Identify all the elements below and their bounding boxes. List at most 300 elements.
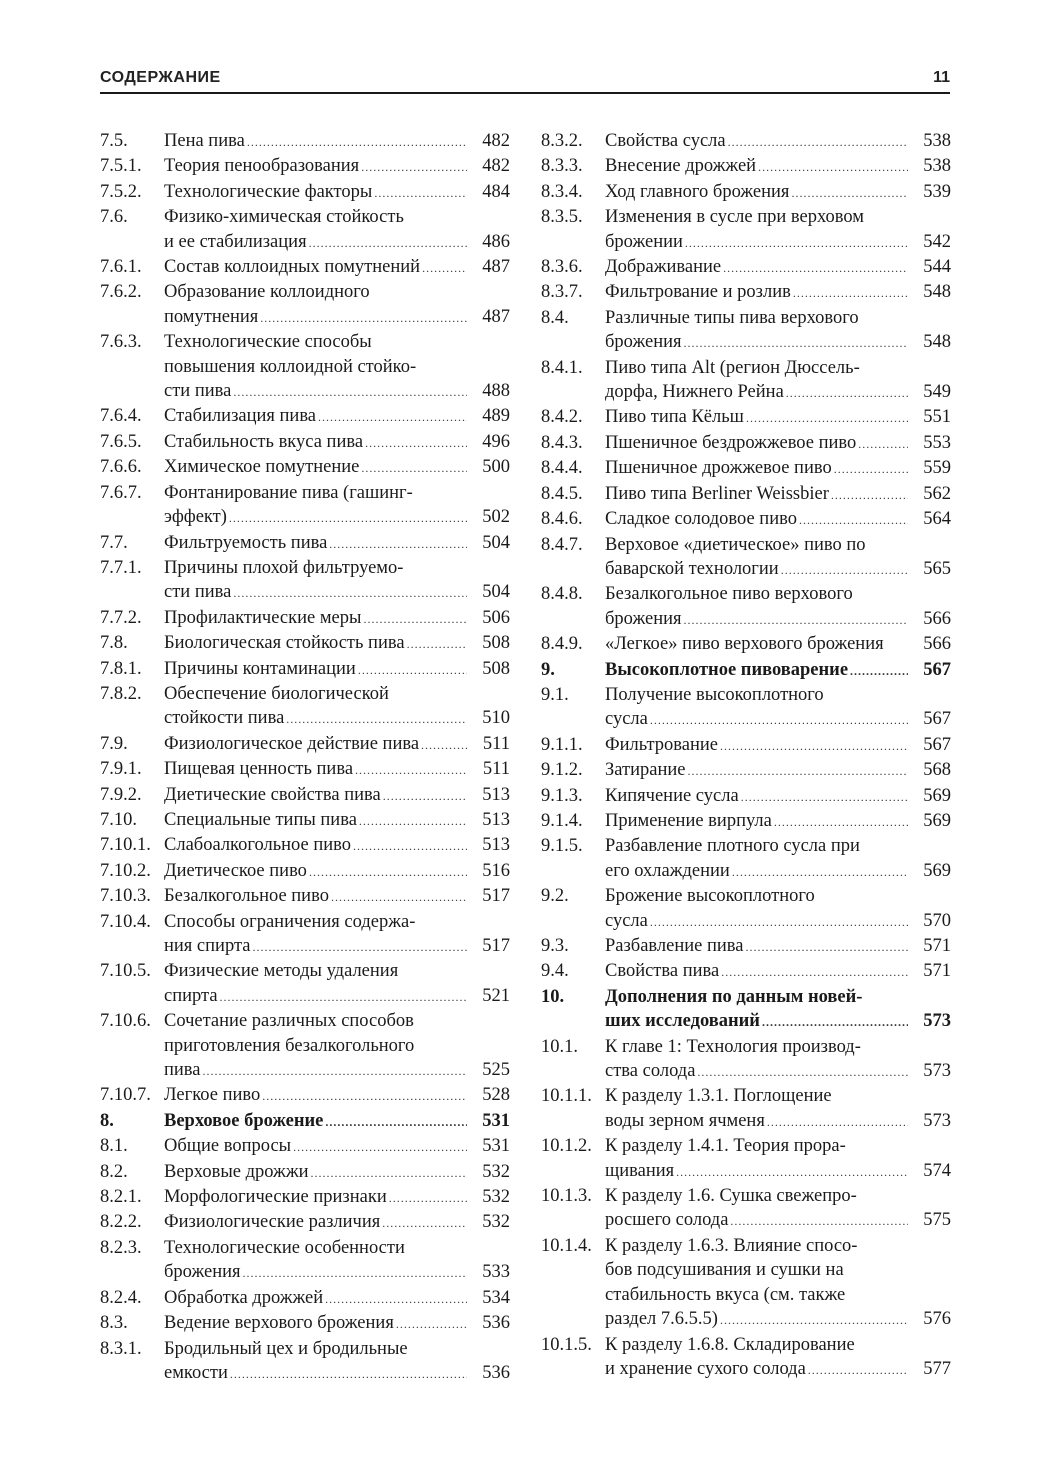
toc-entry-title-line: Изменения в сусле при верховом [605, 207, 864, 228]
dot-leader [260, 306, 467, 330]
toc-entry-title-line: его охлаждении [605, 860, 730, 881]
toc-entry-title-line: брожении [605, 231, 683, 252]
toc-entry [100, 884, 510, 909]
toc-entry-title-line: Теория пенообразования [164, 156, 360, 177]
dot-leader [318, 405, 467, 429]
toc-entry-title-line: Технологические особенности [164, 1237, 405, 1258]
toc-entry-number: 9.1.3. [541, 785, 583, 806]
toc-entry-page: 569 [923, 785, 951, 806]
dot-leader [233, 380, 467, 404]
toc-entry-title-line: ния спирта [164, 936, 251, 956]
dot-leader [353, 834, 467, 858]
dot-leader [363, 607, 467, 631]
dot-leader [741, 785, 908, 809]
toc-entry-title-line: Верховое брожение [164, 1110, 324, 1131]
toc-entry-page: 525 [482, 1060, 510, 1081]
running-title: СОДЕРЖАНИЕ [100, 69, 221, 86]
toc-entry-number: 8.2. [100, 1161, 128, 1182]
toc-entry-number: 9.1.5. [541, 836, 583, 857]
toc-entry-title-line: Верховое «диетическое» пиво по [605, 534, 866, 555]
toc-entry-title-line: брожения [164, 1262, 241, 1283]
toc-entry-title-line: Пиво типа Berliner Weissbier [605, 483, 829, 504]
toc-entry-number: 9.1. [541, 684, 569, 705]
toc-entry-page: 482 [482, 156, 510, 177]
toc-entry-number: 10. [541, 986, 565, 1007]
toc-entry-page: 564 [923, 509, 951, 530]
toc-entry-page: 577 [923, 1358, 951, 1379]
toc-entry-title-line: Диетические свойства пива [164, 784, 381, 805]
dot-leader [309, 231, 467, 255]
toc-entry-number: 8.3. [100, 1313, 128, 1334]
dot-leader [361, 155, 467, 179]
toc-entry-number: 9.1.4. [541, 810, 583, 831]
toc-entry-title-line: Ход главного брожения [605, 181, 790, 202]
toc-entry-title-line: К разделу 1.4.1. Теория прора- [605, 1136, 846, 1157]
toc-entry-number: 7.10.1. [100, 835, 151, 856]
toc-entry [100, 1160, 510, 1185]
toc-entry-number: 8.4.5. [541, 483, 583, 504]
toc-entry-title-line: К разделу 1.3.1. Поглощение [605, 1086, 832, 1107]
toc-entry-page: 532 [482, 1161, 510, 1182]
toc-entry-page: 573 [923, 1110, 951, 1131]
toc-entry-page: 531 [482, 1110, 510, 1131]
toc-entry-page: 570 [923, 910, 951, 931]
toc-entry [541, 180, 951, 205]
toc-entry [100, 455, 510, 480]
dot-leader [793, 281, 908, 305]
toc-entry [541, 582, 951, 632]
toc-entry [541, 683, 951, 733]
dot-leader [331, 885, 467, 909]
toc-entry-title-line: Бродильный цех и бродильные [164, 1338, 408, 1359]
dot-leader [687, 759, 908, 783]
toc-entry-number: 8.4.9. [541, 634, 583, 655]
toc-entry-number: 10.1.3. [541, 1186, 592, 1207]
toc-entry-number: 8.2.4. [100, 1287, 142, 1308]
toc-entry-title-line: стойкости пива [164, 708, 285, 729]
dot-leader [858, 432, 908, 456]
toc-entry-page: 486 [482, 231, 510, 252]
toc-entry-title-line: Специальные типы пива [164, 809, 357, 830]
toc-entry-title-line: Стабилизация пива [164, 406, 317, 427]
toc-entry-page: 508 [482, 658, 510, 679]
toc-entry-page: 536 [482, 1313, 510, 1334]
toc-entry-page: 538 [923, 131, 951, 151]
toc-entry-page: 513 [482, 835, 510, 856]
toc-entry-page: 489 [482, 406, 510, 427]
page-number: 11 [933, 69, 950, 86]
toc-entry-title-line: Различные типы пива верхового [605, 307, 859, 328]
toc-entry-number: 8.4.2. [541, 407, 583, 428]
dot-leader [786, 381, 908, 405]
toc-entry-page: 487 [482, 257, 510, 278]
dot-leader [808, 1358, 908, 1382]
toc-entry-number: 7.6.5. [100, 431, 142, 452]
toc-entry-page: 549 [923, 382, 951, 403]
toc-entry [541, 482, 951, 507]
toc-entry-title-line: Способы ограничения содержа- [164, 911, 416, 932]
toc-entry-page: 534 [482, 1287, 510, 1308]
toc-entry [541, 1333, 951, 1383]
toc-entry-number: 9.3. [541, 936, 569, 956]
toc-entry [100, 1337, 510, 1387]
toc-entry-number: 8.4.3. [541, 432, 583, 453]
dot-leader [422, 256, 467, 280]
dot-leader [791, 181, 908, 205]
toc-entry-number: 7.10. [100, 809, 137, 830]
toc-entry-title-line: ших исследований [605, 1011, 760, 1032]
dot-leader [329, 532, 467, 556]
toc-entry-title-line: К главе 1: Технология производ- [605, 1036, 861, 1057]
toc-entry-number: 7.10.5. [100, 961, 151, 982]
toc-entry [100, 732, 510, 757]
toc-entry-page: 551 [923, 407, 951, 428]
toc-entry [100, 1210, 510, 1235]
toc-entry-number: 7.9.2. [100, 784, 142, 805]
toc-entry [541, 1084, 951, 1134]
dot-leader [293, 1135, 467, 1159]
toc-entry-title-line: Обеспечение биологической [164, 683, 389, 704]
toc-entry [541, 431, 951, 456]
toc-entry-page: 566 [923, 608, 951, 629]
toc-entry-page: 521 [482, 985, 510, 1006]
toc-entry-number: 7.7.2. [100, 607, 142, 628]
toc-entry [100, 1311, 510, 1336]
toc-entry-title-line: Разбавление пива [605, 936, 744, 956]
toc-entry-page: 569 [923, 860, 951, 881]
dot-leader [358, 658, 467, 682]
toc-entry [541, 784, 951, 809]
toc-entry [541, 205, 951, 255]
toc-entry-title-line: Причины контаминации [164, 658, 356, 679]
toc-entry-number: 7.6.7. [100, 482, 142, 503]
toc-entry-title-line: повышения коллоидной стойко- [164, 356, 417, 377]
toc-entry-title-line: Разбавление плотного сусла при [605, 836, 860, 857]
toc-entry-title-line: Химическое помутнение [164, 457, 360, 478]
toc-entry-number: 8.4.4. [541, 458, 583, 479]
dot-leader [685, 231, 908, 255]
toc-entry-title-line: Кипячение сусла [605, 785, 739, 806]
dot-leader [650, 910, 908, 934]
toc-entry-title-line: раздел 7.6.5.5) [605, 1309, 718, 1330]
toc-entry [100, 833, 510, 858]
toc-entry-page: 567 [923, 734, 951, 755]
toc-entry-page: 513 [482, 809, 510, 830]
toc-entry-number: 7.6.6. [100, 457, 142, 478]
dot-leader [728, 130, 908, 154]
dot-leader [389, 1186, 467, 1210]
toc-entry-title-line: Обработка дрожжей [164, 1287, 324, 1308]
toc-entry-number: 7.10.2. [100, 860, 151, 881]
toc-entry-title-line: Фонтанирование пива (гашинг- [164, 482, 413, 503]
toc-entry [541, 985, 951, 1035]
toc-entry-title-line: Пшеничное бездрожжевое пиво [605, 432, 857, 453]
toc-entry-title-line: сусла [605, 910, 648, 931]
toc-entry [541, 356, 951, 406]
toc-entry-title-line: Технологические факторы [164, 181, 373, 202]
toc-entry [100, 404, 510, 429]
toc-entry-number: 9.2. [541, 886, 569, 907]
dot-leader [247, 130, 467, 154]
dot-leader [359, 809, 467, 833]
toc-entry-title-line: Состав коллоидных помутнений [164, 257, 421, 278]
toc-entry-title-line: Фильтруемость пива [164, 532, 328, 553]
toc-entry [541, 934, 951, 959]
toc-entry-number: 8.2.3. [100, 1237, 142, 1258]
dot-leader [374, 181, 467, 205]
toc-entry [100, 556, 510, 606]
dot-leader [762, 1010, 908, 1034]
dot-leader [850, 659, 908, 683]
toc-entry-number: 8.4.6. [541, 509, 583, 530]
toc-entry-title-line: сусла [605, 709, 648, 730]
toc-entry [100, 657, 510, 682]
toc-entry-page: 511 [482, 733, 510, 754]
toc-entry-title-line: Морфологические признаки [164, 1187, 387, 1208]
toc-entry-number: 7.8.1. [100, 658, 142, 679]
dot-leader [720, 734, 908, 758]
dot-leader [325, 1287, 467, 1311]
toc-entry-title-line: Брожение высокоплотного [605, 886, 815, 907]
toc-entry-number: 10.1.2. [541, 1136, 592, 1157]
toc-entry [100, 910, 510, 960]
toc-entry-number: 9.1.2. [541, 760, 583, 781]
dot-leader [243, 1261, 467, 1285]
toc-entry-number: 7.6.3. [100, 332, 142, 353]
toc-entry-title-line: брожения [605, 608, 682, 629]
dot-leader [383, 784, 467, 808]
toc-entry-number: 8.3.4. [541, 181, 583, 202]
toc-entry-title-line: Причины плохой фильтруемо- [164, 557, 404, 578]
toc-entry-title-line: Пиво типа Alt (регион Дюссель- [605, 357, 860, 378]
toc-entry-number: 7.9.1. [100, 759, 142, 780]
toc-entry-title-line: Свойства пива [605, 961, 720, 982]
toc-entry-number: 8. [100, 1110, 114, 1131]
toc-entry [541, 1035, 951, 1085]
toc-entry-title-line: Стабильность вкуса пива [164, 431, 364, 452]
toc-entry-page: 517 [482, 936, 510, 956]
toc-entry-title-line: и хранение сухого солода [605, 1358, 806, 1379]
dot-leader [382, 1211, 467, 1235]
toc-entry-page: 500 [482, 457, 510, 478]
toc-entry-title-line: Диетическое пиво [164, 860, 307, 881]
toc-entry-number: 10.1.1. [541, 1086, 592, 1107]
dot-leader [697, 1060, 908, 1084]
toc-entry-page: 531 [482, 1136, 510, 1157]
toc-entry-title-line: Фильтрование и розлив [605, 282, 791, 303]
toc-entry-number: 7.10.3. [100, 886, 151, 907]
toc-entry-title-line: Технологические способы [164, 332, 372, 353]
toc-entry [100, 808, 510, 833]
dot-leader [311, 1161, 467, 1185]
toc-entry-number: 7.6.4. [100, 406, 142, 427]
toc-entry [541, 884, 951, 934]
toc-entry-number: 7.7. [100, 532, 128, 553]
toc-entry-title-line: К разделу 1.6.8. Складирование [605, 1334, 855, 1355]
toc-entry-number: 7.10.6. [100, 1011, 151, 1032]
toc-entry-number: 8.4. [541, 307, 569, 328]
toc-entry-title-line: Общие вопросы [164, 1136, 292, 1157]
dot-leader [421, 733, 467, 757]
toc-entry-page: 544 [923, 257, 951, 278]
toc-entry [541, 533, 951, 583]
dot-leader [834, 457, 908, 481]
dot-leader [252, 935, 467, 959]
toc-entry [100, 682, 510, 732]
toc-entry-title-line: Безалкогольное пиво верхового [605, 584, 853, 605]
toc-entry-title-line: брожения [605, 332, 682, 353]
dot-leader [831, 483, 908, 507]
toc-entry-title-line: Пена пива [164, 131, 245, 151]
toc-entry-number: 7.7.1. [100, 557, 142, 578]
toc-entry [100, 280, 510, 330]
toc-entry-page: 567 [923, 709, 951, 730]
toc-right-column [541, 129, 951, 1382]
toc-entry [100, 205, 510, 255]
dot-leader [758, 155, 908, 179]
toc-entry-page: 484 [482, 181, 510, 202]
toc-entry-title-line: емкости [164, 1362, 228, 1383]
toc-entry-page: 559 [923, 458, 951, 479]
toc-entry [541, 255, 951, 280]
toc-entry [541, 1184, 951, 1234]
toc-entry-title-line: воды зерном ячменя [605, 1110, 765, 1131]
toc-entry-number: 7.8. [100, 633, 128, 654]
toc-entry-page: 571 [923, 961, 951, 982]
toc-entry-page: 516 [482, 860, 510, 881]
toc-entry-number: 7.9. [100, 733, 128, 754]
toc-entry [541, 280, 951, 305]
dot-leader [730, 1209, 908, 1233]
toc-entry-title-line: пива [164, 1060, 201, 1081]
toc-entry-page: 553 [923, 432, 951, 453]
toc-entry-number: 7.8.2. [100, 683, 142, 704]
toc-entry-number: 7.6.1. [100, 257, 142, 278]
toc-entry [100, 154, 510, 179]
toc-entry-title-line: Пшеничное дрожжевое пиво [605, 458, 832, 479]
dot-leader [720, 1308, 908, 1332]
toc-entry-number: 7.6. [100, 207, 128, 228]
dot-leader [233, 581, 467, 605]
toc-entry-number: 7.6.2. [100, 282, 142, 303]
toc-entry [541, 733, 951, 758]
toc-entry-number: 8.2.1. [100, 1187, 142, 1208]
toc-entry [100, 330, 510, 404]
toc-entry-title-line: ства солода [605, 1061, 696, 1082]
toc-entry-page: 539 [923, 181, 951, 202]
toc-entry [100, 1083, 510, 1108]
toc-entry [541, 456, 951, 481]
toc-entry-page: 510 [482, 708, 510, 729]
toc-entry-page: 542 [923, 231, 951, 252]
toc-entry-title-line: Дополнения по данным новей- [605, 986, 863, 1007]
toc-entry-page: 576 [923, 1309, 951, 1330]
toc-entry [541, 959, 951, 984]
toc-entry-page: 508 [482, 633, 510, 654]
toc-entry-title-line: Применение вирпула [605, 810, 772, 831]
toc-entry-title-line: Слабоалкогольное пиво [164, 835, 352, 856]
toc-entry-number: 9.4. [541, 961, 569, 982]
toc-entry-page: 574 [923, 1160, 951, 1181]
toc-entry-page: 567 [923, 659, 951, 680]
toc-entry-title-line: Внесение дрожжей [605, 156, 757, 177]
toc-entry-page: 528 [482, 1085, 510, 1106]
toc-entry-title-line: Физические методы удаления [164, 961, 399, 982]
toc-entry [541, 405, 951, 430]
toc-entry-title-line: Образование коллоидного [164, 282, 370, 303]
dot-leader [396, 1312, 467, 1336]
toc-entry [100, 631, 510, 656]
toc-entry [541, 632, 951, 657]
toc-entry-page: 517 [482, 886, 510, 907]
toc-entry-title-line: Легкое пиво [164, 1085, 261, 1106]
toc-entry-page: 538 [923, 156, 951, 177]
toc-entry-title-line: Верховые дрожжи [164, 1161, 309, 1182]
toc-entry-number: 8.4.1. [541, 357, 583, 378]
toc-entry-page: 569 [923, 810, 951, 831]
toc-entry-title-line: спирта [164, 985, 218, 1006]
toc-entry [541, 758, 951, 783]
toc-entry-number: 8.1. [100, 1136, 128, 1157]
dot-leader [799, 508, 908, 532]
toc-entry-page: 506 [482, 607, 510, 628]
toc-entry-title-line: Получение высокоплотного [605, 684, 824, 705]
toc-entry-page: 502 [482, 507, 510, 528]
toc-entry-title-line: сти пива [164, 381, 232, 402]
toc-entry-number: 8.4.8. [541, 584, 583, 605]
toc-entry-title-line: Физиологическое действие пива [164, 733, 420, 754]
dot-leader [774, 810, 908, 834]
toc-entry [100, 255, 510, 280]
toc-entry [100, 180, 510, 205]
toc-entry [541, 129, 951, 154]
toc-entry-number: 8.3.2. [541, 131, 583, 151]
toc-entry [100, 430, 510, 455]
toc-entry-title-line: Затирание [605, 760, 686, 781]
toc-entry-number: 8.3.6. [541, 257, 583, 278]
toc-entry-title-line: Ведение верхового брожения [164, 1313, 394, 1334]
toc-entry-page: 496 [482, 431, 510, 452]
toc-entry [100, 129, 510, 154]
dot-leader [229, 506, 467, 530]
toc-entry-number: 8.3.3. [541, 156, 583, 177]
toc-entry-page: 573 [923, 1011, 951, 1032]
toc-entry-number: 9.1.1. [541, 734, 583, 755]
toc-entry-title-line: и ее стабилизация [164, 231, 307, 252]
toc-entry-number: 7.5.2. [100, 181, 142, 202]
toc-entry-page: 488 [482, 381, 510, 402]
toc-entry-title-line: Пиво типа Кёльш [605, 407, 744, 428]
toc-entry-page: 573 [923, 1061, 951, 1082]
toc-entry-title-line: сти пива [164, 582, 232, 603]
toc-entry-title-line: Дображивание [605, 257, 722, 278]
toc-entry-number: 10.1. [541, 1036, 578, 1057]
toc-entry-page: 562 [923, 483, 951, 504]
toc-entry-number: 10.1.5. [541, 1334, 592, 1355]
toc-entry-number: 8.3.1. [100, 1338, 142, 1359]
toc-entry-title-line: Сладкое солодовое пиво [605, 509, 797, 530]
dot-leader [220, 985, 467, 1009]
toc-entry-title-line: дорфа, Нижнего Рейна [605, 382, 784, 403]
toc-entry-title-line: Фильтрование [605, 734, 719, 755]
toc-entry-page: 504 [482, 532, 510, 553]
toc-entry [100, 481, 510, 531]
toc-entry-number: 8.2.2. [100, 1212, 142, 1233]
toc-entry-title-line: баварской технологии [605, 558, 779, 579]
dot-leader [721, 960, 908, 984]
toc-entry-page: 548 [923, 282, 951, 303]
toc-entry-number: 7.10.7. [100, 1085, 151, 1106]
